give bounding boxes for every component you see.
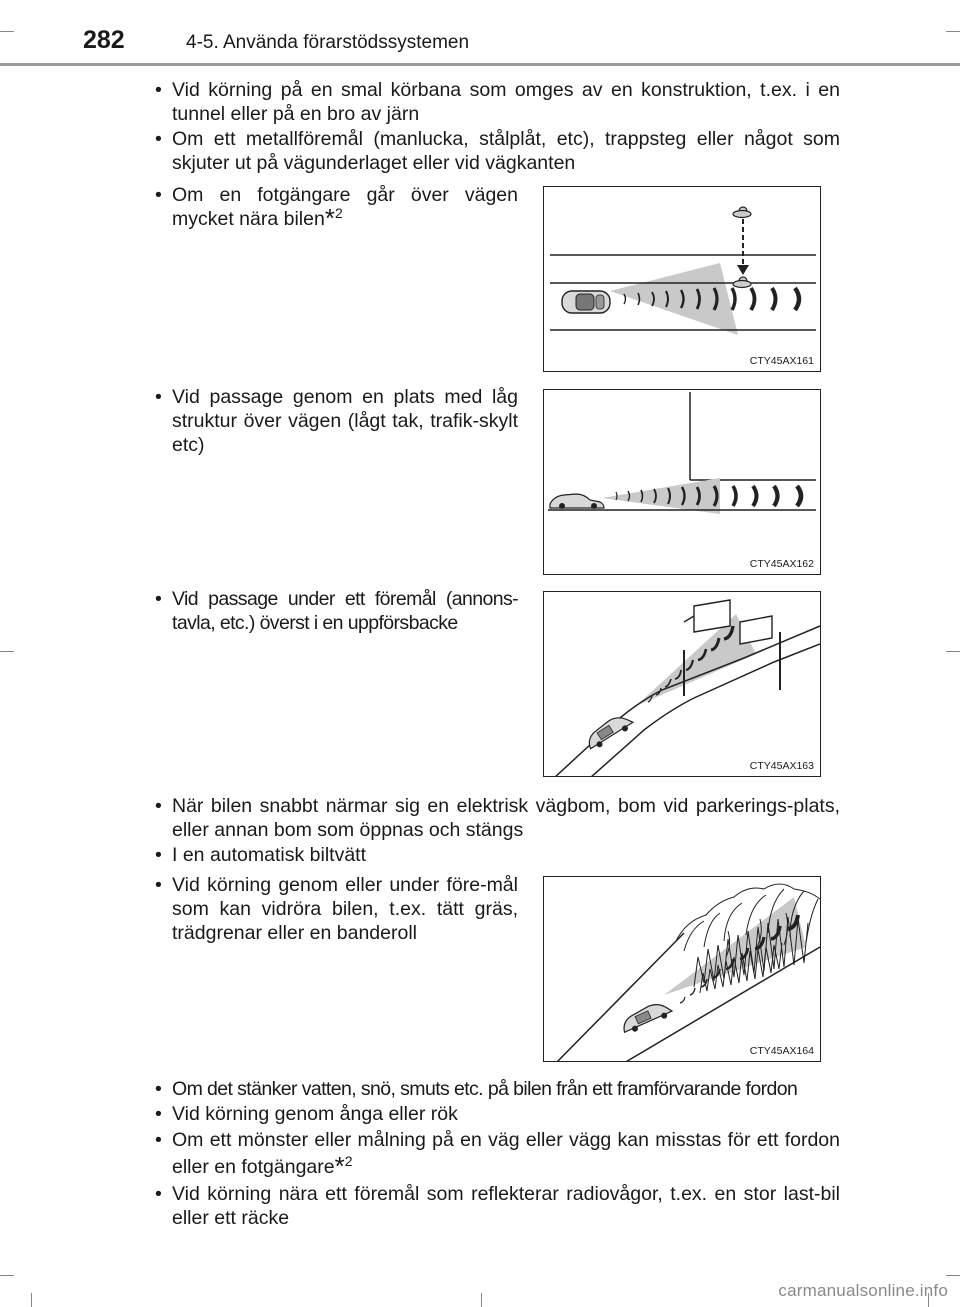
- crop-mark: [946, 1275, 960, 1276]
- figure-code: CTY45AX164: [749, 1045, 814, 1057]
- figure-item-text: [151, 873, 518, 945]
- header-divider: [0, 63, 960, 66]
- list-item-text: Om en fotgängare går över vägen mycket nära bilen: [172, 184, 518, 230]
- grass-branches-illustration: [544, 877, 821, 1062]
- list-item: [151, 1127, 840, 1181]
- figure-grass-branches: [543, 876, 821, 1062]
- crop-mark: [31, 1293, 32, 1307]
- list-item: • Vid körning genom ånga eller rök: [151, 1102, 840, 1126]
- crop-mark: [0, 1275, 14, 1276]
- footnote-star: *: [334, 1151, 345, 1181]
- bullet-list-top: [151, 78, 840, 176]
- figure-code: CTY45AX161: [749, 355, 814, 367]
- figure-item-text: [151, 385, 518, 457]
- figure-item-text: [151, 183, 518, 231]
- page-number: 282: [83, 26, 125, 54]
- low-ceiling-illustration: [544, 390, 821, 575]
- watermark: carmanualsonline.info: [778, 1281, 948, 1300]
- list-item: • Om ett metallföremål (manlucka, stålplåt, etc), trappsteg eller något som skjuter ut på vägunderlaget eller vid vägkanten: [151, 127, 840, 175]
- figure-pedestrian: [543, 186, 821, 372]
- pedestrian-illustration: [544, 187, 821, 372]
- list-item: • Vid passage under ett föremål (annons-tavla, etc.) överst i en uppförsbacke: [151, 587, 518, 635]
- section-title: 4-5. Använda förarstödssystemen: [186, 32, 470, 53]
- footnote-star: *: [324, 203, 335, 233]
- list-item: • I en automatisk biltvätt: [151, 843, 840, 867]
- list-item: • Vid körning nära ett föremål som reflekterar radiovågor, t.ex. en stor last-bil eller ett räcke: [151, 1182, 840, 1230]
- list-item: • Om det stänker vatten, snö, smuts etc. på bilen från ett framförvarande fordon: [151, 1077, 840, 1101]
- uphill-billboard-illustration: [544, 592, 821, 777]
- bullet-list-middle: [151, 794, 840, 868]
- crop-mark: [0, 651, 14, 652]
- crop-mark: [946, 651, 960, 652]
- list-item: • Vid passage genom en plats med låg struktur över vägen (lågt tak, trafik-skylt etc): [151, 385, 518, 457]
- figure-code: CTY45AX162: [749, 558, 814, 570]
- crop-mark: [481, 1293, 482, 1307]
- list-item: • När bilen snabbt närmar sig en elektrisk vägbom, bom vid parkerings-plats, eller annan bom som öppnas och stängs: [151, 794, 840, 842]
- list-item: • Vid körning genom eller under före-mål som kan vidröra bilen, t.ex. tätt gräs, trädgrenar eller en banderoll: [151, 873, 518, 945]
- list-item: • Vid körning på en smal körbana som omges av en konstruktion, t.ex. i en tunnel eller på en bro av järn: [151, 78, 840, 126]
- figure-code: CTY45AX163: [749, 760, 814, 772]
- figure-low-structure: [543, 389, 821, 575]
- list-item-text: Om ett mönster eller målning på en väg eller vägg kan misstas för ett fordon eller en fotgängare: [172, 1129, 840, 1178]
- footnote-number: 2: [344, 1153, 353, 1169]
- figure-uphill-sign: [543, 591, 821, 777]
- figure-item-text: [151, 587, 518, 635]
- list-item: [151, 183, 518, 231]
- bullet-list-bottom: [151, 1077, 840, 1231]
- crop-mark: [946, 31, 960, 32]
- crop-mark: [0, 31, 14, 32]
- footnote-number: 2: [334, 205, 343, 221]
